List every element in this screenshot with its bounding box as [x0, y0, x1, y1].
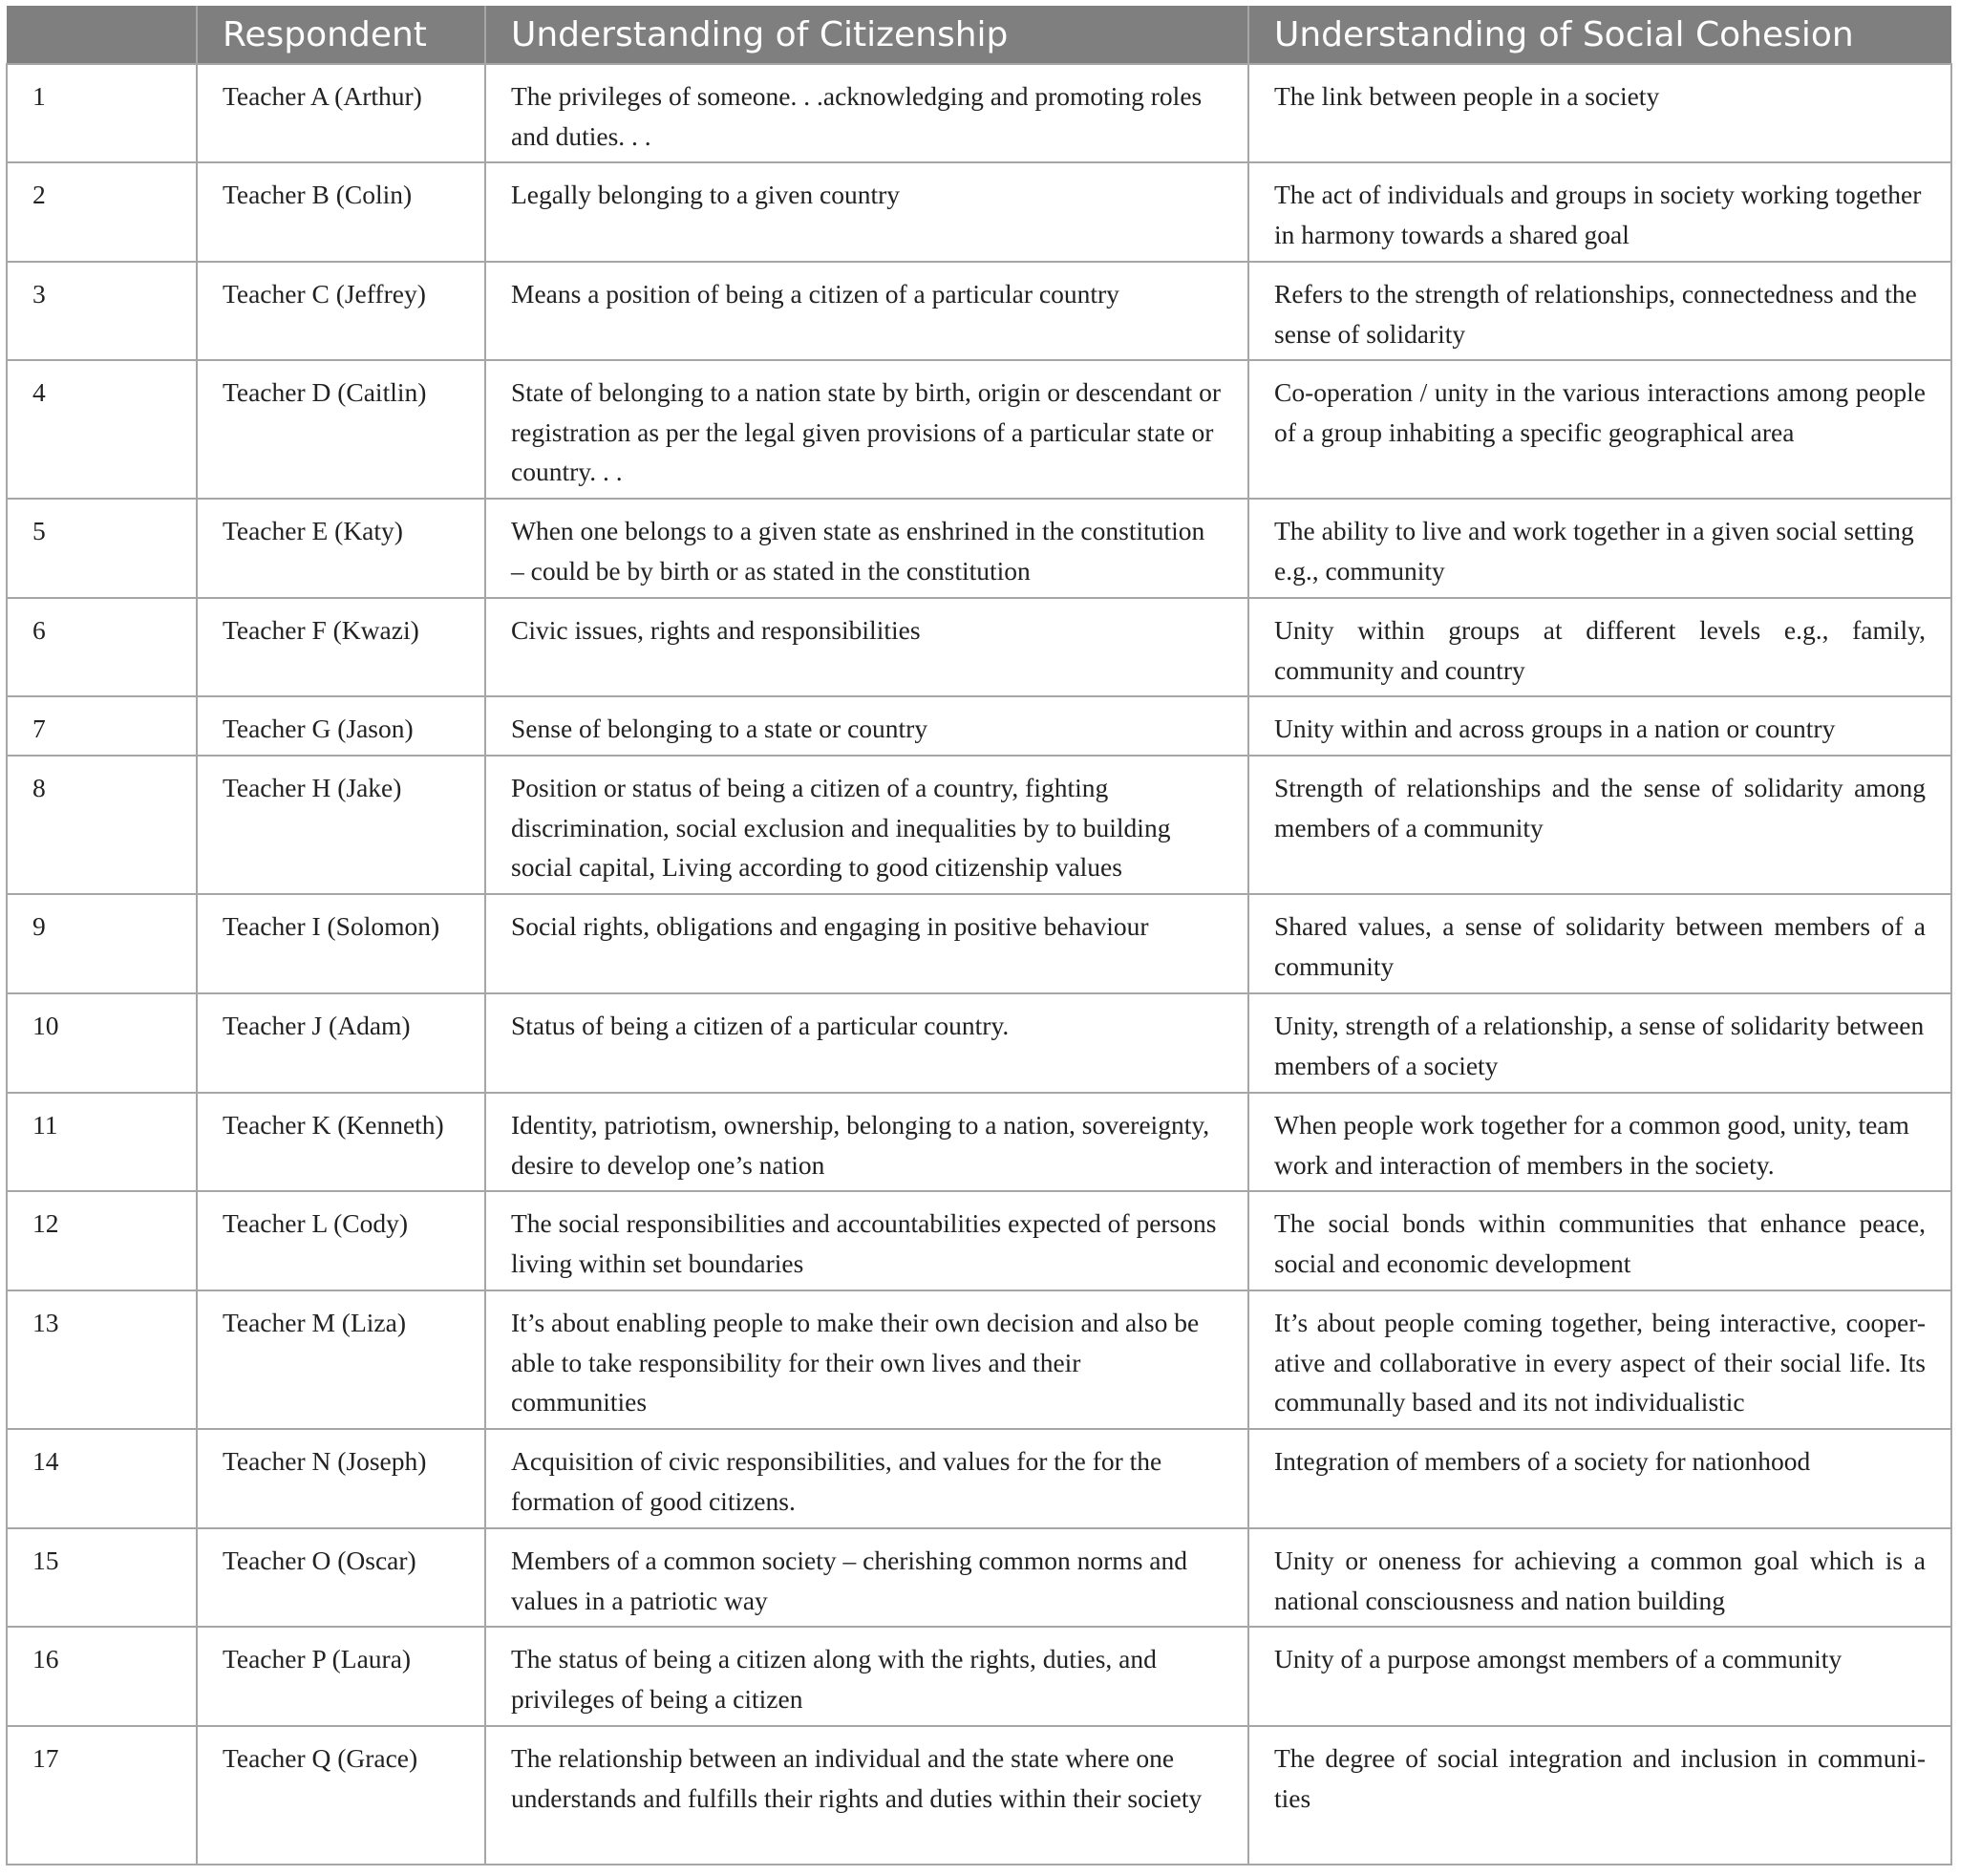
header-row: [7, 6, 1951, 64]
citizenship-cell: State of belonging to a nation state by birth, origin or descendant or registration as per the legal given provisions of a particular state or country. . .: [485, 360, 1248, 499]
cohesion-cell: The ability to live and work together in a given social setting e.g., community: [1248, 499, 1951, 598]
respondent-cell: Teacher P (Laura): [197, 1627, 485, 1726]
table-row: [7, 993, 1951, 1093]
citizenship-cell: The privileges of someone. . .acknowledging and promoting roles and duties. . .: [485, 64, 1248, 162]
respondent-cell: Teacher A (Arthur): [197, 64, 485, 162]
citizenship-cell: Acquisition of civic responsibilities, and values for the for the formation of good citizens.: [485, 1429, 1248, 1528]
row-number: 4: [7, 360, 197, 499]
table-row: [7, 162, 1951, 262]
row-number: 16: [7, 1627, 197, 1726]
cohesion-cell: The link between people in a society: [1248, 64, 1951, 162]
citizenship-cell: Identity, patriotism, ownership, belonging to a nation, sovereignty, desire to develop one’s nation: [485, 1093, 1248, 1191]
row-number: 17: [7, 1726, 197, 1865]
table-row: [7, 64, 1951, 162]
row-number: 12: [7, 1191, 197, 1290]
table-row: [7, 598, 1951, 696]
table-row: [7, 1191, 1951, 1290]
row-number: 1: [7, 64, 197, 162]
row-number: 6: [7, 598, 197, 696]
cohesion-cell: It’s about people coming together, being interactive, cooper-ative and collaborative in every aspect of their social life. Its communally based and its not individualistic: [1248, 1290, 1951, 1429]
table-row: [7, 1528, 1951, 1627]
respondent-cell: Teacher G (Jason): [197, 696, 485, 756]
respondent-cell: Teacher B (Colin): [197, 162, 485, 262]
citizenship-cell: The social responsibilities and accountabilities expected of persons living within set boundaries: [485, 1191, 1248, 1290]
respondent-cell: Teacher I (Solomon): [197, 894, 485, 993]
citizenship-cell: Legally belonging to a given country: [485, 162, 1248, 262]
table-row: [7, 499, 1951, 598]
citizenship-cell: Position or status of being a citizen of a country, fighting discrimination, social exclusion and inequalities by to building social capital, Living according to good citizenship values: [485, 756, 1248, 894]
citizenship-cell: When one belongs to a given state as enshrined in the constitution – could be by birth or as stated in the constitution: [485, 499, 1248, 598]
citizenship-cell: Social rights, obligations and engaging in positive behaviour: [485, 894, 1248, 993]
table-row: [7, 1290, 1951, 1429]
header-social-cohesion: Understanding of Social Cohesion: [1248, 6, 1951, 64]
table-header: [7, 6, 1951, 64]
cohesion-cell: Unity within groups at different levels e.g., family, community and country: [1248, 598, 1951, 696]
row-number: 10: [7, 993, 197, 1093]
table-row: [7, 360, 1951, 499]
table-row: [7, 894, 1951, 993]
row-number: 8: [7, 756, 197, 894]
respondent-cell: Teacher H (Jake): [197, 756, 485, 894]
table-body: [7, 64, 1951, 1865]
citizenship-cell: Members of a common society – cherishing common norms and values in a patriotic way: [485, 1528, 1248, 1627]
row-number: 3: [7, 262, 197, 360]
cohesion-cell: Unity or oneness for achieving a common goal which is a national consciousness and nation building: [1248, 1528, 1951, 1627]
row-number: 5: [7, 499, 197, 598]
respondent-cell: Teacher Q (Grace): [197, 1726, 485, 1865]
table-row: [7, 756, 1951, 894]
cohesion-cell: Unity of a purpose amongst members of a community: [1248, 1627, 1951, 1726]
cohesion-cell: Co-operation / unity in the various interactions among people of a group inhabiting a specific geographical area: [1248, 360, 1951, 499]
header-respondent: Respondent: [197, 6, 485, 64]
respondent-cell: Teacher C (Jeffrey): [197, 262, 485, 360]
cohesion-cell: Unity, strength of a relationship, a sense of solidarity between members of a society: [1248, 993, 1951, 1093]
table-row: [7, 262, 1951, 360]
citizenship-cell: The status of being a citizen along with the rights, duties, and privileges of being a citizen: [485, 1627, 1248, 1726]
row-number: 7: [7, 696, 197, 756]
respondent-cell: Teacher F (Kwazi): [197, 598, 485, 696]
respondent-cell: Teacher L (Cody): [197, 1191, 485, 1290]
row-number: 11: [7, 1093, 197, 1191]
responses-table: [6, 6, 1952, 1865]
cohesion-cell: Shared values, a sense of solidarity between members of a community: [1248, 894, 1951, 993]
row-number: 15: [7, 1528, 197, 1627]
table-row: [7, 1726, 1951, 1865]
citizenship-cell: The relationship between an individual and the state where one understands and fulfills their rights and duties within their society: [485, 1726, 1248, 1865]
citizenship-cell: Sense of belonging to a state or country: [485, 696, 1248, 756]
cohesion-cell: Unity within and across groups in a nation or country: [1248, 696, 1951, 756]
header-citizenship: Understanding of Citizenship: [485, 6, 1248, 64]
citizenship-cell: Means a position of being a citizen of a particular country: [485, 262, 1248, 360]
cohesion-cell: The act of individuals and groups in society working together in harmony towards a shared goal: [1248, 162, 1951, 262]
respondent-cell: Teacher D (Caitlin): [197, 360, 485, 499]
table-container: [6, 6, 1950, 1865]
header-number: [7, 6, 197, 64]
row-number: 2: [7, 162, 197, 262]
table-row: [7, 1429, 1951, 1528]
citizenship-cell: Status of being a citizen of a particular country.: [485, 993, 1248, 1093]
respondent-cell: Teacher E (Katy): [197, 499, 485, 598]
respondent-cell: Teacher K (Kenneth): [197, 1093, 485, 1191]
cohesion-cell: When people work together for a common good, unity, team work and interaction of members in the society.: [1248, 1093, 1951, 1191]
cohesion-cell: Refers to the strength of relationships, connectedness and the sense of solidarity: [1248, 262, 1951, 360]
citizenship-cell: It’s about enabling people to make their own decision and also be able to take responsibility for their own lives and their communities: [485, 1290, 1248, 1429]
citizenship-cell: Civic issues, rights and responsibilities: [485, 598, 1248, 696]
cohesion-cell: Integration of members of a society for nationhood: [1248, 1429, 1951, 1528]
cohesion-cell: Strength of relationships and the sense of solidarity among members of a community: [1248, 756, 1951, 894]
table-row: [7, 1627, 1951, 1726]
respondent-cell: Teacher O (Oscar): [197, 1528, 485, 1627]
cohesion-cell: The degree of social integration and inclusion in communi-ties: [1248, 1726, 1951, 1865]
cohesion-cell: The social bonds within communities that enhance peace, social and economic development: [1248, 1191, 1951, 1290]
row-number: 13: [7, 1290, 197, 1429]
respondent-cell: Teacher J (Adam): [197, 993, 485, 1093]
table-row: [7, 696, 1951, 756]
row-number: 9: [7, 894, 197, 993]
row-number: 14: [7, 1429, 197, 1528]
respondent-cell: Teacher M (Liza): [197, 1290, 485, 1429]
respondent-cell: Teacher N (Joseph): [197, 1429, 485, 1528]
table-row: [7, 1093, 1951, 1191]
